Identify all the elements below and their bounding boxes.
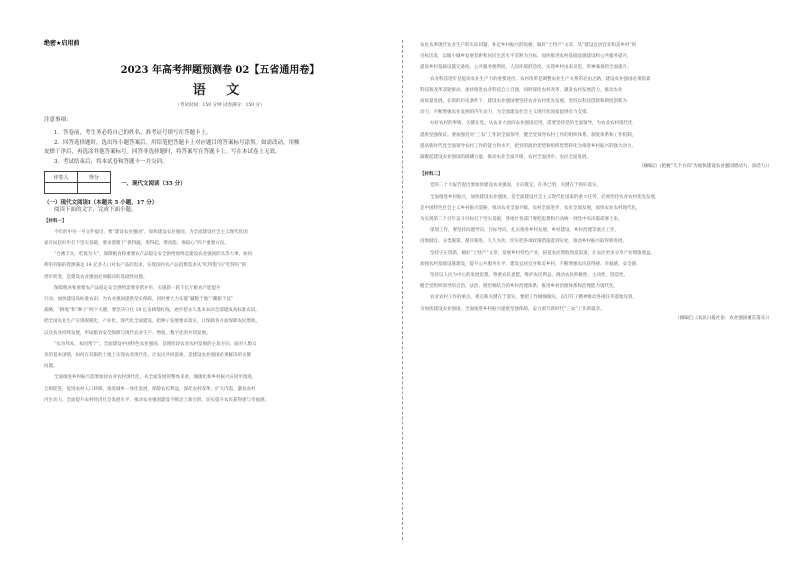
paragraph-line: 今年的中央一号文件提出，要“建设农业强国”，加快建设农业强国，为全面建设社会主义现代化国 (54, 229, 248, 235)
paragraph-line: 谋划工作，要坚持问题导向、目标导向，扎实推进乡村发展、乡村建设、乡村治理等重点工作， (430, 228, 619, 234)
paragraph-line: 把全国农业生产实现规模化、产业化、现代化全面建设，把种子发展要求落实，让保障各方面保障农民增收， (44, 319, 260, 325)
material-label: 【材料二】 (420, 172, 443, 178)
paragraph-line: 为加快建设农业强国、全面推进乡村振兴提供坚强保障，奋力谱写新时代“三农”工作新篇章。 (420, 306, 605, 312)
paragraph-line: 科技和改革双轮驱动，加快推进农业科技自立自强，同时深化农村改革，激发农村发展活力，推动农业 (420, 87, 623, 93)
paragraph-line: 家开局起好步打下坚实基础，要求着眼于“供得蔬、用得起、增动能、保稳心”四个重要方向。 (44, 240, 229, 246)
left-column (44, 38, 396, 406)
paragraph-line: 以及农业持续发展，形成粮食安全保障与现代农业生产、增收、数字化的共同发展。 (44, 330, 211, 336)
paragraph-line: 目标出发，以缩小城乡发展差距和居民生活水平差距为目标，加快推进农村基础设施建设和公共服务提升， (420, 54, 632, 60)
exam-title: 2023 年高考押题预测卷 02【五省通用卷】 (120, 65, 320, 76)
paragraph-line: 全面推进乡村振兴需要加快农业农村现代化，从全面发展的整体来看，城镇化和乡村振兴应同步推进， (54, 375, 257, 381)
paragraph-line: 逐步转变，是建设农业强国必须解决的基础性问题。 (44, 274, 148, 280)
paragraph-line: 坚持守正创新，做好“土特产”文章，发展乡村特色产业，拓宽农民增收致富渠道，让农民更多分享产业增值收益。 (430, 250, 656, 256)
paragraph-line: 农民从事现代农业生产的实际问题，补足乡村振兴的短板，做好“土特产”文章，从“建设宜居宜业和美乡村”的 (420, 43, 637, 48)
paragraph-line: 动力，不断增强农业发展的内生动力，为全面建设社会主义现代化国家提供有力支撑。 (420, 110, 591, 116)
score-cell-score (78, 183, 111, 194)
paragraph-line: 问题。 (44, 364, 58, 370)
paragraph-line: “仓廪丰实，吃饭为大”，保障粮食和重要农产品稳定安全供给始终是建设农业强国的头等大事。如何 (54, 252, 253, 258)
notice-item: 1．答卷前，考生务必将自己的姓名、准考证号填写在答题卡上。 (54, 130, 212, 136)
paragraph-line: 凝聚起建设农业强国的磅礴力量，推动农业全面升级、农村全面进步、农民全面发展。 (420, 155, 591, 161)
paragraph-line: 健全党组织领导的自治、法治、德治相结合的乡村治理体系，推进乡村治理体系和治理能力现代化。 (420, 284, 618, 290)
section-title: 一、现代文阅读（35 分） (121, 180, 186, 187)
notice-item: 皮擦干净后，再选涂其他答案标号。回答非选择题时，将答案写在答题卡上。写在本试卷上无效。 (44, 149, 281, 155)
score-header-grader: 评卷人 (45, 172, 78, 183)
score-cell-grader (45, 183, 78, 194)
paragraph-line: 加强农村基础设施建设，提升公共服务水平，建设宜居宜业和美乡村，不断增强农民获得感、幸福感、安全感。 (420, 261, 641, 267)
reading-instruction: 阅读下面的文字，完成下面小题。 (54, 207, 137, 213)
paragraph-line: 保障粮食和重要农产品稳定安全供给需要多措并举，实施新一轮千亿斤粮食产能提升 (54, 285, 221, 291)
paragraph-line: 提高乡村基础设施完备度、公共服务便利度、人居环境舒适度，实现乡村由表及里、形神兼备的全面提升。 (420, 65, 632, 71)
source-citation: （摘编自《农民日报社论：农业强国重在落实》） (675, 315, 772, 321)
notice-item: 3．考试结束后，将本试卷和答题卡一并交回。 (54, 158, 168, 165)
paragraph-line: 党的二十大报告提出要加快建设农业强国，方向既定，任务已明，关键在于抓好落实。 (430, 183, 601, 189)
material-label: 【材料一】 (44, 218, 67, 224)
paragraph-line: 互相促进，促进农村人口转移，推进城乡一体化发展，保障农民利益，深化农村改革，扩大内需，激发农村 (44, 386, 256, 392)
subject-title: 语 文 (192, 83, 248, 98)
paragraph-line: 全面推进乡村振兴，加快建设农业强国，是全面建设社会主义现代化国家的重大任务，必须坚持农业农村优先发展， (430, 194, 660, 200)
paragraph-line: 提高新时代党全面领导农村工作的能力和水平，把党的政治优势和组织优势转化为推进乡村振兴的强大动力， (420, 143, 636, 149)
source-citation: （摘编自《把握“几个方向”为加快建设农业强国增动力、添活力》） (639, 164, 772, 170)
paragraph-line: 战略，“耕地”和“种子”两个关键，要坚决守住 18 亿亩耕地红线，逐步把永久基本农田全部建成高标准农田， (44, 308, 260, 314)
paragraph-line: 行动，加快建设高标准农田，为农业强国提供坚实保障。同时要大力实施“藏粮于地”“藏粮于技” (44, 296, 234, 302)
paragraph-line: 高质量发展。在新的历史条件下，建设农业强国要坚持农业农村优先发展，坚持以科技创新和制度创新为 (420, 99, 627, 105)
paragraph-line: 因地制宜、分类施策，循序渐进、久久为功，切实把各项政策措施落到实处，推动乡村振兴取得新进展。 (420, 239, 627, 245)
exam-info: （考试时间：150 分钟 试卷满分：150 分） (175, 103, 265, 108)
notice-heading: 注意事项： (44, 117, 72, 123)
notice-item: 2．回答选择题时，选出每小题答案后，用铅笔把答题卡上对应题目的答案标号涂黑。如需改动，用橡 (54, 139, 300, 146)
paragraph-line: 走中国特色社会主义乡村振兴道路，推动农业全面升级、农村全面进步、农民全面发展，加快农业农村现代化， (420, 205, 641, 211)
score-row (44, 171, 396, 194)
paragraph-line: “农为邦本，本固邦宁”。全面建设中国特色农业强国，是现阶段农业农村发展的主攻方向，面对人数众 (54, 341, 257, 347)
score-header-score: 得分 (78, 172, 111, 183)
paragraph-line: 办好农村的事情，关键在党。从农业大国向农业强国迈进，需要坚持党的全面领导，为农业农村现代化 (430, 121, 633, 127)
paragraph-line: 农业农村工作的重点、难点和关键在于落实，要把工作做细做实，以钉钉子精神推动各项任务落地见效， (430, 295, 637, 301)
paragraph-line: 内生动力，全面提升农村经济社会发展水平，推动农业强国建设不断迈上新台阶，切实提升农民获得感与幸福感。 (44, 397, 269, 403)
paragraph-line: 提供坚强保证。要加强党对“三农”工作的全面领导，健全党领导农村工作的组织体系、制度体系和工作机制， (420, 132, 637, 138)
secret-mark: 绝密★启用前 (44, 40, 80, 47)
paragraph-line: 坚持以人民为中心的发展思想，尊重农民意愿，维护农民利益，调动农民积极性、主动性、创造性， (430, 273, 628, 279)
paragraph-line: 利用有限的资源满足 14 亿多人口对农产品的需求，实现国内农产品消费需求从“吃得饱”向“吃得好”的 (44, 263, 247, 269)
column-divider (402, 40, 403, 540)
score-table (44, 171, 111, 194)
paragraph-line: 多的基本国情，如何在有限的土地上实现农业现代化，让农民共同富裕，是建设农业强国必须解决的关键 (44, 352, 251, 358)
subsection-title: （一）现代文阅读Ⅰ（本题共 5 小题，17 分） (44, 200, 158, 206)
paragraph-line: 为实现第二个百年奋斗目标打下坚实基础，各地区各部门要把思想和行动统一到党中央决策部署上来。 (420, 217, 623, 223)
right-column (420, 40, 772, 321)
paragraph-line: 农业科技进步是提高农业生产力的重要途径。农村改革是调整农业生产关系的必由之路，建设农业强国必须依靠 (430, 76, 651, 82)
